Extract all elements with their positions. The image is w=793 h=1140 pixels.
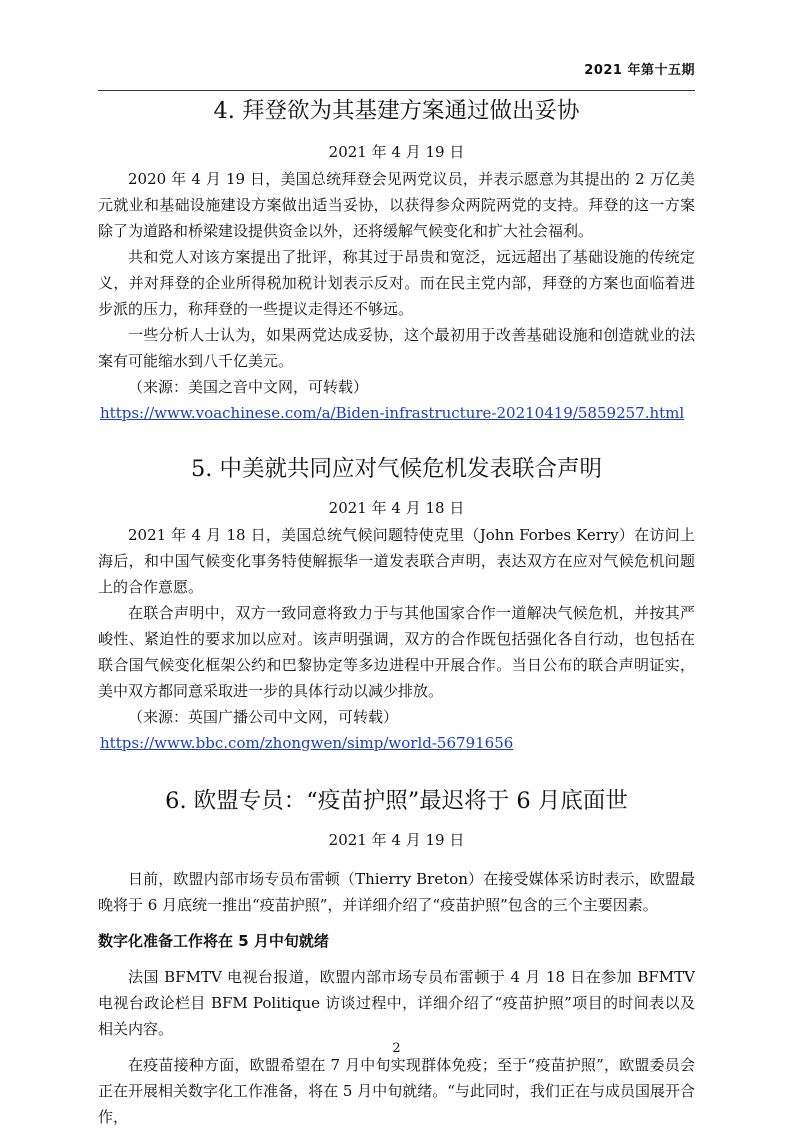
paragraph: 一些分析人士认为，如果两党达成妥协，这个最初用于改善基础设施和创造就业的法案有可能缩水到八千亿美元。 [98,326,695,370]
article-title: 4. 拜登欲为其基建方案通过做出妥协 [213,98,580,124]
paragraph: 法国 BFMTV 电视台报道，欧盟内部市场专员布雷顿于 4 月 18 日在参加 BFMTV 电视台政论栏目 BFM Politique 访谈过程中，详细介绍了“疫苗护照”项目的时间表以及相关内容。 [98,968,695,1038]
article-title: 5. 中美就共同应对气候危机发表联合声明 [190,456,603,482]
article-date: 2021 年 4 月 18 日 [328,499,465,517]
source-link[interactable]: https://www.voachinese.com/a/Biden-infrastructure-20210419/5859257.html [100,404,685,422]
article-6 [98,786,695,1130]
paragraph: 2021 年 4 月 18 日，美国总统气候问题特使克里（John Forbes Kerry）在访问上海后，和中国气候变化事务特使解振华一道发表联合声明，表达双方在应对气候危机问题上的合作意愿。 [98,526,695,596]
issue-header: 2021 年第十五期 [584,63,695,78]
paragraph: 日前，欧盟内部市场专员布雷顿（Thierry Breton）在接受媒体采访时表示，欧盟最晚将于 6 月底统一推出“疫苗护照”，并详细介绍了“疫苗护照”包含的三个主要因素。 [98,870,695,914]
article-5 [98,454,695,756]
paragraph: 共和党人对该方案提出了批评，称其过于昂贵和宽泛，远远超出了基础设施的传统定义，并对拜登的企业所得税加税计划表示反对。而在民主党内部，拜登的方案也面临着进步派的压力，称拜登的一些提议走得还不够远。 [98,248,695,318]
article-title: 6. 欧盟专员：“疫苗护照”最迟将于 6 月底面世 [165,788,628,814]
source-note: （来源：英国广播公司中文网，可转载） [128,708,399,726]
article-4 [98,96,695,426]
article-date: 2021 年 4 月 19 日 [328,143,465,161]
page-body [98,96,695,1140]
source-note: （来源：美国之音中文网，可转载） [128,378,369,396]
paragraph: 在联合声明中，双方一致同意将致力于与其他国家合作一道解决气候危机，并按其严峻性、紧迫性的要求加以应对。该声明强调，双方的合作既包括强化各自行动，也包括在联合国气候变化框架公约和巴黎协定等多边进程中开展合作。当日公布的联合声明证实，美中双方都同意采取进一步的具体行动以减少排放。 [98,604,695,700]
source-link[interactable]: https://www.bbc.com/zhongwen/simp/world-56791656 [100,734,514,752]
header-rule [98,90,695,91]
paragraph: 2020 年 4 月 19 日，美国总统拜登会见两党议员，并表示愿意为其提出的 2 万亿美元就业和基础设施建设方案做出适当妥协，以获得参众两院两党的支持。拜登的这一方案除了为道路和桥梁建设提供资金以外，还将缓解气候变化和扩大社会福利。 [98,170,695,240]
paragraph: 在疫苗接种方面，欧盟希望在 7 月中旬实现群体免疫；至于“疫苗护照”，欧盟委员会正在开展相关数字化工作准备，将在 5 月中旬就绪。“与此同时，我们正在与成员国展开合作， [98,1056,695,1126]
section-subheading: 数字化准备工作将在 5 月中旬就绪 [98,932,329,950]
page-number: 2 [392,1041,401,1056]
article-date: 2021 年 4 月 19 日 [328,831,465,849]
